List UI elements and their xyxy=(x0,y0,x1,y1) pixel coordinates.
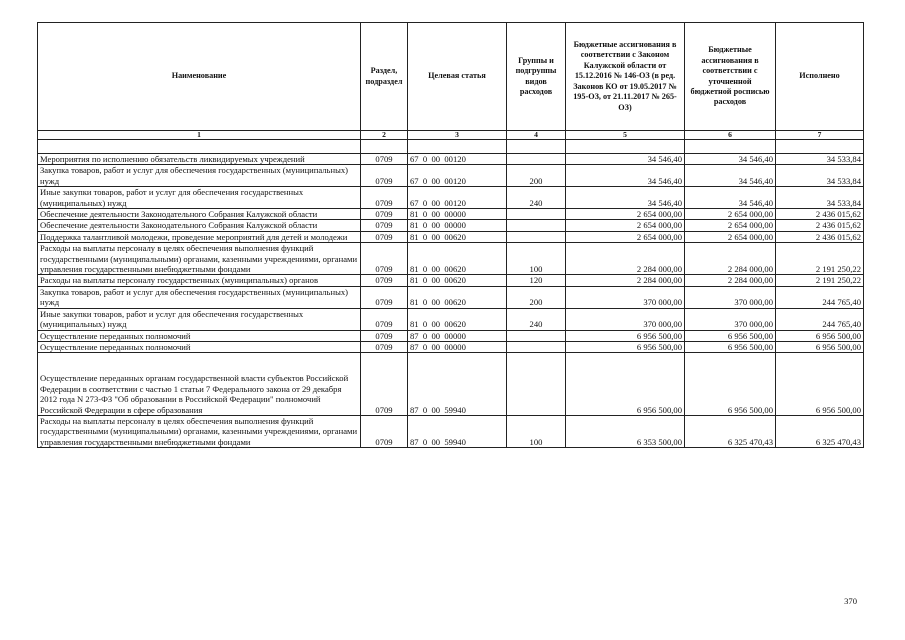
row-section: 0709 xyxy=(361,275,408,286)
row-refined: 34 546,40 xyxy=(685,187,776,209)
table-row xyxy=(38,308,864,330)
row-group xyxy=(507,154,566,165)
row-section: 0709 xyxy=(361,165,408,187)
row-group xyxy=(507,341,566,352)
row-executed: 6 956 500,00 xyxy=(776,353,864,416)
column-number: 7 xyxy=(776,131,864,140)
row-section: 0709 xyxy=(361,415,408,447)
row-law: 34 546,40 xyxy=(566,154,685,165)
row-section: 0709 xyxy=(361,220,408,231)
column-number: 6 xyxy=(685,131,776,140)
row-name: Поддержка талантливой молодежи, проведение мероприятий для детей и молодежи xyxy=(38,231,361,242)
row-law: 2 654 000,00 xyxy=(566,220,685,231)
row-refined: 2 654 000,00 xyxy=(685,220,776,231)
row-target: 81 0 00 00000 xyxy=(408,220,507,231)
row-section: 0709 xyxy=(361,330,408,341)
row-name: Обеспечение деятельности Законодательного Собрания Калужской области xyxy=(38,220,361,231)
row-executed: 34 533,84 xyxy=(776,165,864,187)
row-name: Обеспечение деятельности Законодательного Собрания Калужской области xyxy=(38,209,361,220)
row-law: 6 956 500,00 xyxy=(566,353,685,416)
row-refined: 34 546,40 xyxy=(685,165,776,187)
row-executed: 2 191 250,22 xyxy=(776,275,864,286)
row-executed: 2 436 015,62 xyxy=(776,231,864,242)
column-number: 5 xyxy=(566,131,685,140)
table-row xyxy=(38,353,864,416)
table-row xyxy=(38,243,864,275)
table-row xyxy=(38,231,864,242)
row-name: Осуществление переданных полномочий xyxy=(38,341,361,352)
row-executed: 6 325 470,43 xyxy=(776,415,864,447)
row-section: 0709 xyxy=(361,353,408,416)
row-refined: 2 654 000,00 xyxy=(685,209,776,220)
row-law: 34 546,40 xyxy=(566,187,685,209)
row-law: 370 000,00 xyxy=(566,308,685,330)
row-group xyxy=(507,209,566,220)
row-executed: 6 956 500,00 xyxy=(776,341,864,352)
row-refined: 34 546,40 xyxy=(685,154,776,165)
spacer-row xyxy=(38,140,864,154)
row-target: 81 0 00 00620 xyxy=(408,308,507,330)
row-target: 67 0 00 00120 xyxy=(408,165,507,187)
row-section: 0709 xyxy=(361,341,408,352)
column-number: 4 xyxy=(507,131,566,140)
header-executed: Исполнено xyxy=(776,23,864,131)
row-group xyxy=(507,231,566,242)
page-number: 370 xyxy=(844,596,857,606)
table-row xyxy=(38,187,864,209)
row-target: 87 0 00 00000 xyxy=(408,330,507,341)
row-group xyxy=(507,353,566,416)
row-name: Расходы на выплаты персоналу в целях обеспечения выполнения функций государственными (муниципальными) органами, казенными учреждениями, органами управления государственными внебюджетными фондами xyxy=(38,415,361,447)
row-section: 0709 xyxy=(361,286,408,308)
row-law: 34 546,40 xyxy=(566,165,685,187)
row-target: 87 0 00 59940 xyxy=(408,353,507,416)
row-executed: 2 436 015,62 xyxy=(776,209,864,220)
table-row xyxy=(38,209,864,220)
row-group: 240 xyxy=(507,187,566,209)
table-row xyxy=(38,154,864,165)
row-executed: 34 533,84 xyxy=(776,187,864,209)
column-number: 2 xyxy=(361,131,408,140)
row-executed: 2 436 015,62 xyxy=(776,220,864,231)
row-group: 100 xyxy=(507,243,566,275)
row-law: 2 654 000,00 xyxy=(566,231,685,242)
table-row xyxy=(38,220,864,231)
row-refined: 6 956 500,00 xyxy=(685,341,776,352)
row-target: 67 0 00 00120 xyxy=(408,154,507,165)
row-target: 81 0 00 00620 xyxy=(408,286,507,308)
row-section: 0709 xyxy=(361,154,408,165)
column-number: 3 xyxy=(408,131,507,140)
row-target: 81 0 00 00620 xyxy=(408,243,507,275)
row-name: Иные закупки товаров, работ и услуг для обеспечения государственных (муниципальных) нужд xyxy=(38,308,361,330)
row-name: Расходы на выплаты персоналу в целях обеспечения выполнения функций государственными (муниципальными) органами, казенными учреждениями, органами управления государственными внебюджетными фондами xyxy=(38,243,361,275)
row-executed: 2 191 250,22 xyxy=(776,243,864,275)
row-executed: 244 765,40 xyxy=(776,286,864,308)
row-refined: 6 956 500,00 xyxy=(685,353,776,416)
row-name: Осуществление переданных полномочий xyxy=(38,330,361,341)
row-target: 81 0 00 00620 xyxy=(408,275,507,286)
row-law: 6 353 500,00 xyxy=(566,415,685,447)
row-target: 87 0 00 59940 xyxy=(408,415,507,447)
row-refined: 2 284 000,00 xyxy=(685,243,776,275)
row-law: 2 284 000,00 xyxy=(566,243,685,275)
row-refined: 370 000,00 xyxy=(685,308,776,330)
row-section: 0709 xyxy=(361,231,408,242)
header-law-assignments: Бюджетные ассигнования в соответствии с Законом Калужской области от 15.12.2016 № 146-ОЗ (в ред. Законов КО от 19.05.2017 № 195-ОЗ, от 21.11.2017 № 265-ОЗ) xyxy=(566,23,685,131)
row-group xyxy=(507,330,566,341)
row-section: 0709 xyxy=(361,209,408,220)
row-target: 81 0 00 00620 xyxy=(408,231,507,242)
table-row xyxy=(38,286,864,308)
row-law: 2 654 000,00 xyxy=(566,209,685,220)
row-executed: 6 956 500,00 xyxy=(776,330,864,341)
row-name: Иные закупки товаров, работ и услуг для обеспечения государственных (муниципальных) нужд xyxy=(38,187,361,209)
header-name: Наименование xyxy=(38,23,361,131)
row-name: Мероприятия по исполнению обязательств ликвидируемых учреждений xyxy=(38,154,361,165)
row-target: 67 0 00 00120 xyxy=(408,187,507,209)
header-target: Целевая статья xyxy=(408,23,507,131)
row-group: 200 xyxy=(507,165,566,187)
row-refined: 2 284 000,00 xyxy=(685,275,776,286)
table-row xyxy=(38,275,864,286)
row-section: 0709 xyxy=(361,187,408,209)
row-group xyxy=(507,220,566,231)
header-groups: Группы и подгруппы видов расходов xyxy=(507,23,566,131)
row-section: 0709 xyxy=(361,308,408,330)
row-executed: 34 533,84 xyxy=(776,154,864,165)
row-law: 6 956 500,00 xyxy=(566,330,685,341)
row-law: 370 000,00 xyxy=(566,286,685,308)
row-name: Закупка товаров, работ и услуг для обеспечения государственных (муниципальных) нужд xyxy=(38,165,361,187)
row-target: 87 0 00 00000 xyxy=(408,341,507,352)
row-refined: 6 956 500,00 xyxy=(685,330,776,341)
table-row xyxy=(38,165,864,187)
row-refined: 370 000,00 xyxy=(685,286,776,308)
row-name: Расходы на выплаты персоналу государственных (муниципальных) органов xyxy=(38,275,361,286)
column-number: 1 xyxy=(38,131,361,140)
row-law: 2 284 000,00 xyxy=(566,275,685,286)
table-row xyxy=(38,330,864,341)
header-refined-assignments: Бюджетные ассигнования в соответствии с уточненной бюджетной росписью расходов xyxy=(685,23,776,131)
row-section: 0709 xyxy=(361,243,408,275)
row-target: 81 0 00 00000 xyxy=(408,209,507,220)
row-refined: 2 654 000,00 xyxy=(685,231,776,242)
row-refined: 6 325 470,43 xyxy=(685,415,776,447)
row-name: Осуществление переданных органам государственной власти субъектов Российской Федерации в соответствии с частью 1 статьи 7 Федерального закона от 29 декабря 2012 года N 273-ФЗ "Об образовании в Российской Федерации" полномочий Российской Федерации в сфере образования xyxy=(38,353,361,416)
row-group: 240 xyxy=(507,308,566,330)
row-law: 6 956 500,00 xyxy=(566,341,685,352)
table-row xyxy=(38,341,864,352)
row-group: 200 xyxy=(507,286,566,308)
budget-table xyxy=(37,22,864,448)
row-name: Закупка товаров, работ и услуг для обеспечения государственных (муниципальных) нужд xyxy=(38,286,361,308)
table-row xyxy=(38,415,864,447)
row-group: 100 xyxy=(507,415,566,447)
header-section: Раздел, подраздел xyxy=(361,23,408,131)
row-executed: 244 765,40 xyxy=(776,308,864,330)
row-group: 120 xyxy=(507,275,566,286)
